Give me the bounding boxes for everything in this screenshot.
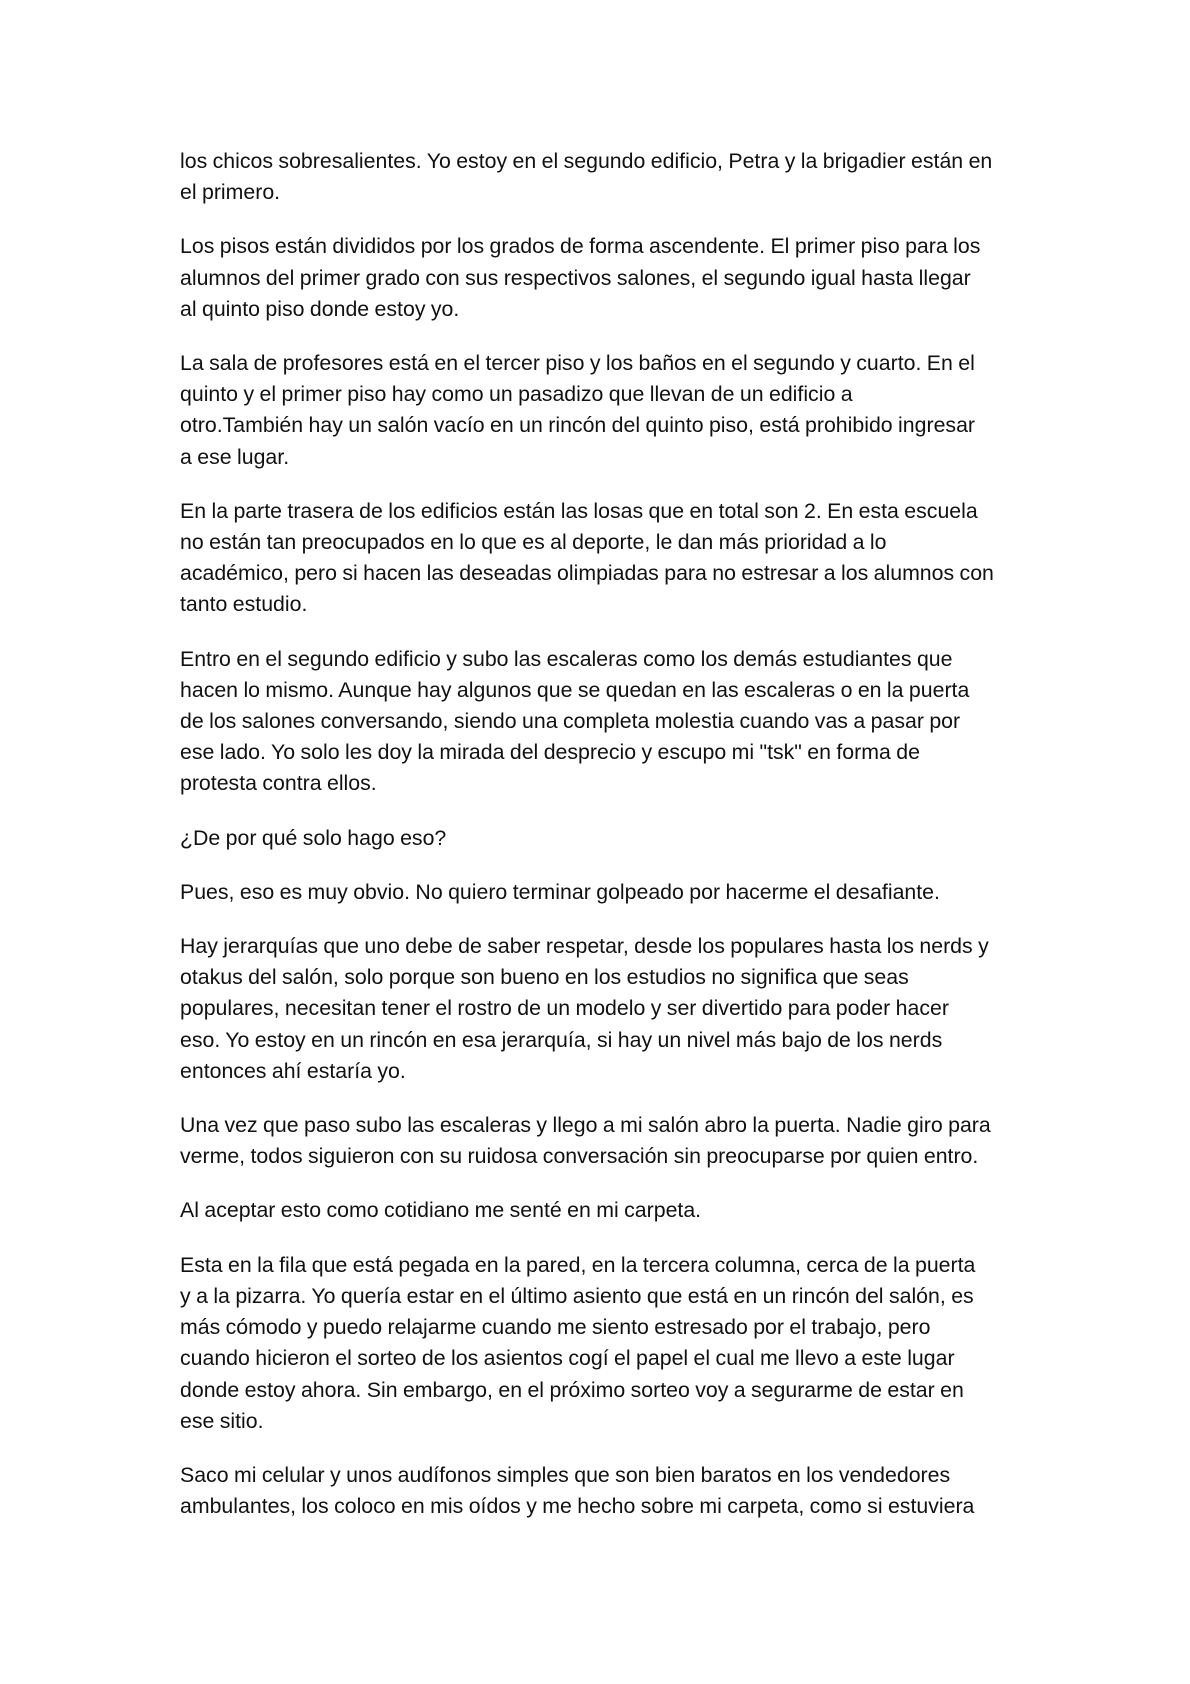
text-line: y a la pizarra. Yo quería estar en el último asiento que está en un rincón del salón, es [180,1283,974,1308]
paragraph [180,1250,1016,1437]
text-line: ¿De por qué solo hago eso? [180,825,447,850]
text-line: donde estoy ahora. Sin embargo, en el próximo sorteo voy a segurarme de estar en [180,1377,964,1402]
paragraph [180,877,1016,908]
paragraph [180,348,1016,473]
text-line: En la parte trasera de los edificios están las losas que en total son 2. En esta escuela [180,498,978,523]
text-line: Esta en la fila que está pegada en la pared, en la tercera columna, cerca de la puerta [180,1252,976,1277]
text-line: hacen lo mismo. Aunque hay algunos que se quedan en las escaleras o en la puerta [180,677,970,702]
paragraph [180,1110,1016,1172]
paragraph [180,644,1016,800]
text-line: a ese lugar. [180,444,290,469]
text-line: Entro en el segundo edificio y subo las escaleras como los demás estudiantes que [180,646,953,671]
text-line: entonces ahí estaría yo. [180,1058,406,1083]
paragraph [180,146,1016,208]
text-line: Hay jerarquías que uno debe de saber respetar, desde los populares hasta los nerds y [180,934,989,959]
text-line: más cómodo y puedo relajarme cuando me siento estresado por el trabajo, pero [180,1315,931,1340]
text-line: protesta contra ellos. [180,771,377,796]
text-line: Una vez que paso subo las escaleras y llego a mi salón abro la puerta. Nadie giro para [180,1113,991,1138]
text-line: no están tan preocupados en lo que es al deporte, le dan más prioridad a lo [180,530,887,555]
paragraph [180,1460,1016,1522]
text-line: cuando hicieron el sorteo de los asientos cogí el papel el cual me llevo a este lugar [180,1346,955,1371]
document-body [180,146,1016,1545]
text-line: ese lado. Yo solo les doy la mirada del desprecio y escupo mi "tsk" en forma de [180,740,920,765]
text-line: La sala de profesores está en el tercer piso y los baños en el segundo y cuarto. En el [180,351,975,376]
paragraph [180,931,1016,1087]
text-line: ese sitio. [180,1408,264,1433]
paragraph [180,823,1016,854]
text-line: otro.También hay un salón vacío en un rincón del quinto piso, está prohibido ingresar [180,413,976,438]
paragraph [180,231,1016,325]
text-line: verme, todos siguieron con su ruidosa conversación sin preocuparse por quien entro. [180,1144,979,1169]
text-line: eso. Yo estoy en un rincón en esa jerarquía, si hay un nivel más bajo de los nerds [180,1027,943,1052]
text-line: académico, pero si hacen las deseadas olimpiadas para no estresar a los alumnos con [180,561,994,586]
text-line: tanto estudio. [180,592,308,617]
text-line: Al aceptar esto como cotidiano me senté en mi carpeta. [180,1198,702,1223]
paragraph [180,1195,1016,1226]
text-line: Saco mi celular y unos audífonos simples que son bien baratos en los vendedores [180,1462,951,1487]
text-line: los chicos sobresalientes. Yo estoy en el segundo edificio, Petra y la brigadier están en [180,149,993,173]
text-line: al quinto piso donde estoy yo. [180,296,460,321]
text-line: populares, necesitan tener el rostro de un modelo y ser divertido para poder hacer [180,996,949,1021]
text-line: quinto y el primer piso hay como un pasadizo que llevan de un edificio a [180,382,853,407]
text-line: el primero. [180,180,281,205]
text-line: alumnos del primer grado con sus respectivos salones, el segundo igual hasta llegar [180,265,971,290]
text-line: ambulantes, los coloco en mis oídos y me hecho sobre mi carpeta, como si estuviera [180,1494,975,1519]
text-line: otakus del salón, solo porque son bueno en los estudios no significa que seas [180,965,909,990]
text-line: de los salones conversando, siendo una completa molestia cuando vas a pasar por [180,709,961,734]
text-line: Pues, eso es muy obvio. No quiero terminar golpeado por hacerme el desafiante. [180,879,940,904]
paragraph [180,496,1016,621]
text-line: Los pisos están divididos por los grados de forma ascendente. El primer piso para los [180,234,981,259]
